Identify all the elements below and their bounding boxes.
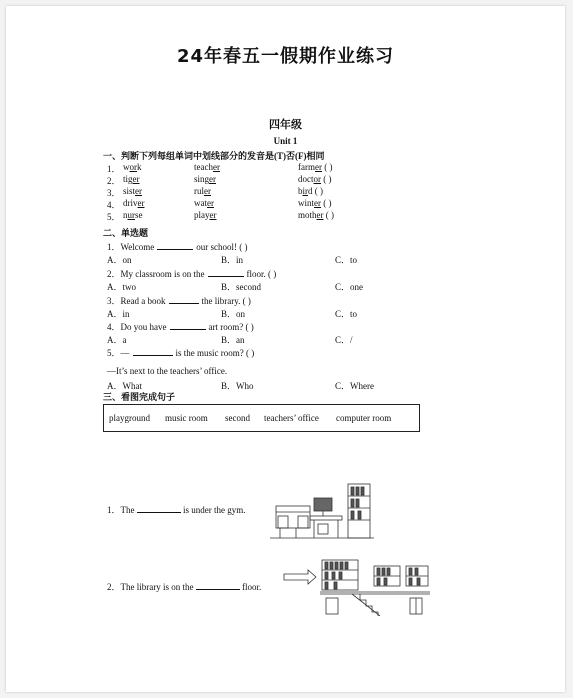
question-stem (107, 294, 251, 307)
word-part: 5． (107, 212, 121, 222)
question-text: our school! ( ) (196, 242, 248, 252)
section3-heading: 三、看图完成句子 (103, 392, 176, 402)
option-b[interactable]: B．an (221, 335, 245, 345)
word-bank-item: second (225, 413, 250, 423)
question-text: 4．Do you have (107, 322, 167, 332)
question-text: the library. ( ) (201, 296, 251, 306)
picture-sentence-1 (107, 503, 246, 516)
word-2 (194, 210, 217, 220)
word-part: sist (123, 186, 136, 196)
word-part: sing (194, 174, 210, 184)
answer-blank[interactable] (169, 295, 199, 304)
word-part: ( ) (321, 198, 332, 208)
question-stem (107, 320, 254, 333)
option-a[interactable]: A．in (107, 309, 130, 319)
word-bank-item: music room (165, 413, 208, 423)
option-a[interactable]: A．What (107, 381, 142, 391)
question-text: art room? ( ) (208, 322, 254, 332)
word-1 (123, 174, 140, 184)
word-3-with-answer (298, 198, 332, 208)
word-bank-item: computer room (336, 413, 392, 423)
word-2 (194, 198, 214, 208)
underlined-letters: er (137, 198, 145, 208)
option-a[interactable]: A．a (107, 335, 127, 345)
question-stem (107, 346, 254, 359)
library-illustration (282, 552, 432, 616)
picture-sentence-2 (107, 580, 261, 593)
option-c[interactable]: C．to (335, 309, 358, 319)
sentence-2-blank[interactable] (196, 581, 240, 590)
sentence-1-start: 1．The (107, 505, 135, 515)
option-b[interactable]: B．second (221, 282, 261, 292)
option-a[interactable]: A．two (107, 282, 136, 292)
word-2 (194, 174, 216, 184)
question-text: floor. ( ) (246, 269, 277, 279)
answer-blank[interactable] (208, 268, 244, 277)
question-stem (107, 240, 248, 253)
underlined-letters: er (204, 186, 211, 196)
word-part: 2． (107, 176, 121, 186)
option-b[interactable]: B．in (221, 255, 244, 265)
word-part: b (298, 186, 303, 196)
word-3-with-answer (298, 186, 323, 196)
computer-room-illustration (270, 476, 375, 540)
underlined-letters: er (316, 210, 324, 220)
word-bank-item: playground (109, 413, 150, 423)
grade-label: 四年级 (269, 119, 302, 131)
question-text: 3．Read a book (107, 296, 166, 306)
sentence-1-blank[interactable] (137, 504, 181, 513)
word-part: play (194, 210, 210, 220)
underlined-letters: ur (127, 210, 135, 220)
word-part: ( ) (321, 174, 332, 184)
answer-blank[interactable] (157, 241, 193, 250)
question-text: is the music room? ( ) (175, 348, 255, 358)
word-part: w (123, 162, 130, 172)
underlined-letters: ir (302, 186, 308, 196)
sentence-2-end: floor. (241, 582, 262, 592)
underlined-letters: er (314, 198, 322, 208)
word-part: teach (194, 162, 213, 172)
underlined-letters: er (132, 174, 140, 184)
underlined-letters: or (313, 174, 321, 184)
question-text: 5．— (107, 348, 130, 358)
sentence-2-start: 2．The library is on the (107, 582, 194, 592)
word-part: k (137, 162, 142, 172)
underlined-letters: er (135, 186, 143, 196)
row-number (107, 210, 121, 223)
word-part: rul (194, 186, 204, 196)
sentence-1-end: is under the gym. (183, 505, 246, 515)
word-part: tig (123, 174, 133, 184)
underlined-letters: er (207, 198, 214, 208)
word-3-with-answer (298, 210, 334, 220)
word-1 (123, 162, 142, 172)
answer-blank[interactable] (133, 347, 173, 356)
word-part: se (135, 210, 143, 220)
word-part: 4． (107, 200, 121, 210)
word-part: ( ) (323, 210, 335, 220)
word-part: wat (194, 198, 207, 208)
answer-blank[interactable] (170, 321, 206, 330)
word-1 (123, 210, 143, 220)
word-part: moth (298, 210, 317, 220)
option-c[interactable]: C．/ (335, 335, 353, 345)
unit-label: Unit 1 (273, 136, 298, 146)
underlined-letters: er (209, 210, 217, 220)
q5-answer-line: —It’s next to the teachers’ office. (107, 366, 228, 376)
option-c[interactable]: C．Where (335, 381, 374, 391)
question-stem (107, 267, 276, 280)
option-a[interactable]: A．on (107, 255, 132, 265)
section2-heading: 二、单选题 (103, 228, 149, 238)
arrow-right-icon (284, 570, 316, 584)
word-part: farm (298, 162, 315, 172)
option-b[interactable]: B．Who (221, 381, 254, 391)
option-c[interactable]: C．one (335, 282, 363, 292)
word-bank-item: teachers’ office (264, 413, 319, 423)
question-text: 2．My classroom is on the (107, 269, 205, 279)
word-2 (194, 162, 220, 172)
word-2 (194, 186, 211, 196)
underlined-letters: er (212, 162, 220, 172)
option-b[interactable]: B．on (221, 309, 246, 319)
word-3-with-answer (298, 162, 333, 172)
word-part: 1． (107, 164, 121, 174)
word-3-with-answer (298, 174, 332, 184)
word-part: doct (298, 174, 314, 184)
page-title: 24年春五一假期作业练习 (176, 46, 395, 67)
worksheet-page (6, 6, 565, 692)
word-1 (123, 186, 142, 196)
word-part: d ( ) (308, 186, 323, 196)
word-part: n (123, 210, 128, 220)
word-1 (123, 198, 145, 208)
section1-heading: 一、判断下列每组单词中划线部分的发音是(T)否(F)相同 (103, 151, 325, 161)
underlined-letters: or (129, 162, 137, 172)
word-part: wint (298, 198, 315, 208)
option-c[interactable]: C．to (335, 255, 358, 265)
word-bank-box (103, 404, 420, 432)
question-text: 1．Welcome (107, 242, 155, 252)
word-part: driv (123, 198, 138, 208)
underlined-letters: er (315, 162, 322, 172)
word-part: 3． (107, 188, 121, 198)
word-part: ( ) (322, 162, 333, 172)
underlined-letters: er (209, 174, 217, 184)
